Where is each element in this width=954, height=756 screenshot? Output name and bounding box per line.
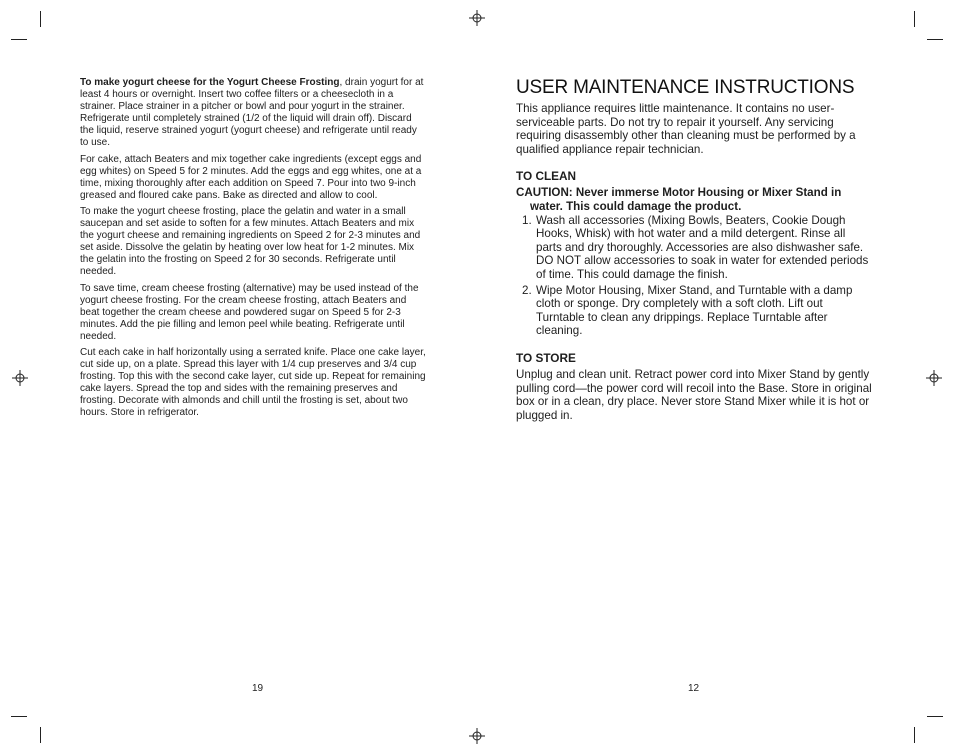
to-store-heading: TO STORE: [516, 350, 576, 365]
left-page-body: [80, 77, 427, 424]
registration-mark-icon: [926, 370, 942, 386]
intro-paragraph: This appliance requires little maintenance. It contains no user-serviceable parts. Do not try to repair it yourself. Any servicing requiring disassembly other than cleaning must be performed by a qualified appliance repair technician.: [516, 102, 856, 156]
recipe-paragraph: To make the yogurt cheese frosting, place the gelatin and water in a small saucepan and set aside to soften for a few minutes. Attach Beaters and mix the yogurt cheese and remaining ingredients on Speed 2 for 2-3 minutes and set aside. Dissolve the gelatin by heating over low heat for 1-2 minutes. Mix the gelatin into the frosting on Speed 2 for 30 seconds. Refrigerate until needed.: [80, 205, 421, 278]
store-paragraph: Unplug and clean unit. Retract power cord into Mixer Stand by gently pulling cord—the power cord will recoil into the Base. Store in original box or in a clean, dry place. Never store Stand Mixer while it is hot or plugged in.: [516, 367, 872, 422]
crop-mark: [40, 727, 41, 743]
paragraph-text: , drain yogurt for at least 4 hours or overnight. Insert two coffee filters or a cheesecloth in a strainer. Place strainer in a pitcher or bowl and pour yogurt in the strainer. Refrigerate until completely strained (1/2 of the liquid will drain off). Discard the liquid, reserve strained yogurt (yogurt cheese) and refrigerate until ready to use.: [80, 77, 424, 149]
step-number: 2.: [522, 283, 532, 297]
step-number: 1.: [522, 213, 532, 227]
recipe-paragraph: Cut each cake in half horizontally using a serrated knife. Place one cake layer, cut side up, on a plate. Spread this layer with 1/4 cup preserves and 3/4 cup frosting. Top this with the second cake layer, cut side up. Repeat for remaining cake layers. Spread the top and sides with the remaining preserves and frosting. Decorate with almonds and chill until the frosting is set, about two hours. Store in refrigerator.: [80, 346, 426, 419]
crop-mark: [40, 11, 41, 27]
crop-mark: [11, 716, 27, 717]
crop-mark: [927, 39, 943, 40]
to-clean-heading: TO CLEAN: [516, 169, 577, 184]
page-title: USER MAINTENANCE INSTRUCTIONS: [516, 77, 855, 98]
step-text: Wipe Motor Housing, Mixer Stand, and Turntable with a damp cloth or sponge. Dry completely with a soft cloth. Lift out Turntable to clean any drippings. Replace Turntable after cleaning.: [536, 283, 853, 338]
crop-mark: [927, 716, 943, 717]
caution-text: CAUTION: Never immerse Motor Housing or Mixer Stand in water. This could damage the product.: [516, 186, 842, 213]
crop-mark: [914, 11, 915, 27]
page-number-left: 19: [252, 683, 264, 694]
registration-mark-icon: [469, 728, 485, 744]
registration-mark-icon: [469, 10, 485, 26]
recipe-paragraph: [80, 77, 427, 150]
crop-mark: [914, 727, 915, 743]
paragraph-lead: To make yogurt cheese for the Yogurt Cheese Frosting: [80, 77, 340, 88]
crop-mark: [11, 39, 27, 40]
step-text: Wash all accessories (Mixing Bowls, Beaters, Cookie Dough Hooks, Whisk) with hot water and a mild detergent. Rinse all parts and dry thoroughly. Accessories are also dishwasher safe. DO NOT allow accessories to soak in water for extended periods of time. This could damage the finish.: [536, 213, 869, 281]
recipe-paragraph: To save time, cream cheese frosting (alternative) may be used instead of the yogurt cheese frosting. For the cream cheese frosting, attach Beaters and beat together the cream cheese and powdered sugar on Speed 5 for 2-3 minutes. Add the pie filling and lemon peel while beating. Refrigerate until needed.: [80, 282, 419, 342]
list-item: [516, 284, 874, 338]
right-page-body: [516, 78, 874, 422]
page-number-right: 12: [688, 683, 700, 694]
recipe-paragraph: For cake, attach Beaters and mix together cake ingredients (except eggs and egg whites) on Speed 5 for 2 minutes. Add the eggs and egg whites, one at a time, mixing thoroughly after each addition on Speed 7. Pour into two 9-inch greased and floured cake pans. Bake as directed and allow to cool.: [80, 153, 422, 201]
list-item: [516, 214, 874, 282]
registration-mark-icon: [12, 370, 28, 386]
cleaning-steps: [516, 214, 874, 338]
